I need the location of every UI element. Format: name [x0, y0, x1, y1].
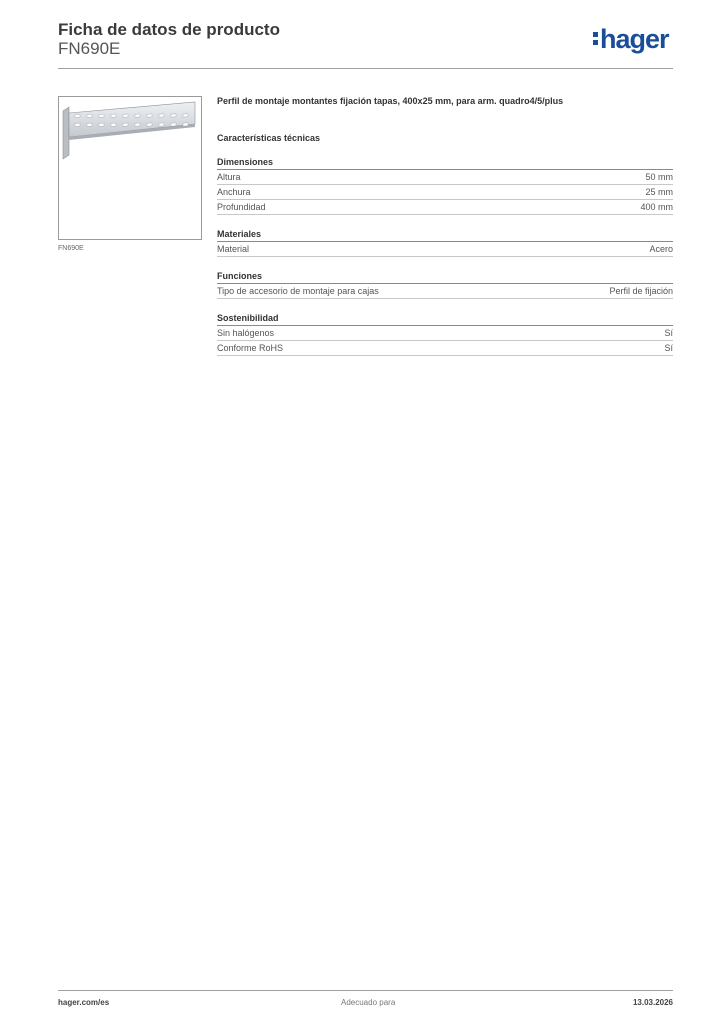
spec-row	[217, 326, 673, 341]
footer-date: 13.03.2026	[632, 998, 673, 1007]
spec-value: Acero	[649, 244, 673, 254]
section-dimensiones	[217, 157, 673, 215]
spec-label: Material	[217, 244, 250, 254]
tech-characteristics-heading: Características técnicas	[217, 133, 321, 143]
logo-dots-icon	[593, 32, 599, 48]
spec-label: Tipo de accesorio de montaje para cajas	[217, 286, 379, 296]
spec-row	[217, 284, 673, 299]
section-materiales	[217, 229, 673, 257]
spec-label: Profundidad	[217, 202, 266, 212]
spec-label: Sin halógenos	[217, 328, 275, 338]
section-title: Materiales	[217, 229, 673, 242]
image-caption: FN690E	[58, 245, 84, 252]
section-title: Sostenibilidad	[217, 313, 673, 326]
spec-value: 50 mm	[645, 172, 673, 182]
spec-label: Conforme RoHS	[217, 343, 284, 353]
footer-website-link[interactable]: hager.com/es	[58, 998, 110, 1007]
spec-row	[217, 341, 673, 356]
product-code: FN690E	[58, 39, 121, 58]
footer-divider	[58, 990, 673, 991]
section-funciones	[217, 271, 673, 299]
header-divider	[58, 68, 673, 69]
section-sostenibilidad	[217, 313, 673, 356]
page-title: Ficha de datos de producto	[58, 20, 280, 39]
spec-value: 400 mm	[640, 202, 673, 212]
hager-logo	[593, 26, 669, 53]
spec-value: Sí	[664, 343, 673, 353]
spec-row	[217, 242, 673, 257]
spec-value: Sí	[664, 328, 673, 338]
mounting-profile-icon	[59, 97, 201, 239]
section-title: Funciones	[217, 271, 673, 284]
spec-row	[217, 185, 673, 200]
product-details	[217, 96, 673, 356]
spec-row	[217, 200, 673, 215]
logo-text: hager	[600, 24, 669, 54]
spec-label: Anchura	[217, 187, 251, 197]
spec-value: 25 mm	[645, 187, 673, 197]
spec-value: Perfil de fijación	[609, 286, 673, 296]
product-image	[58, 96, 202, 240]
section-title: Dimensiones	[217, 157, 673, 170]
spec-label: Altura	[217, 172, 241, 182]
product-description: Perfil de montaje montantes fijación tapas, 400x25 mm, para arm. quadro4/5/plus	[217, 96, 564, 106]
spec-row	[217, 170, 673, 185]
footer-suitable-for: Adecuado para	[341, 998, 396, 1007]
